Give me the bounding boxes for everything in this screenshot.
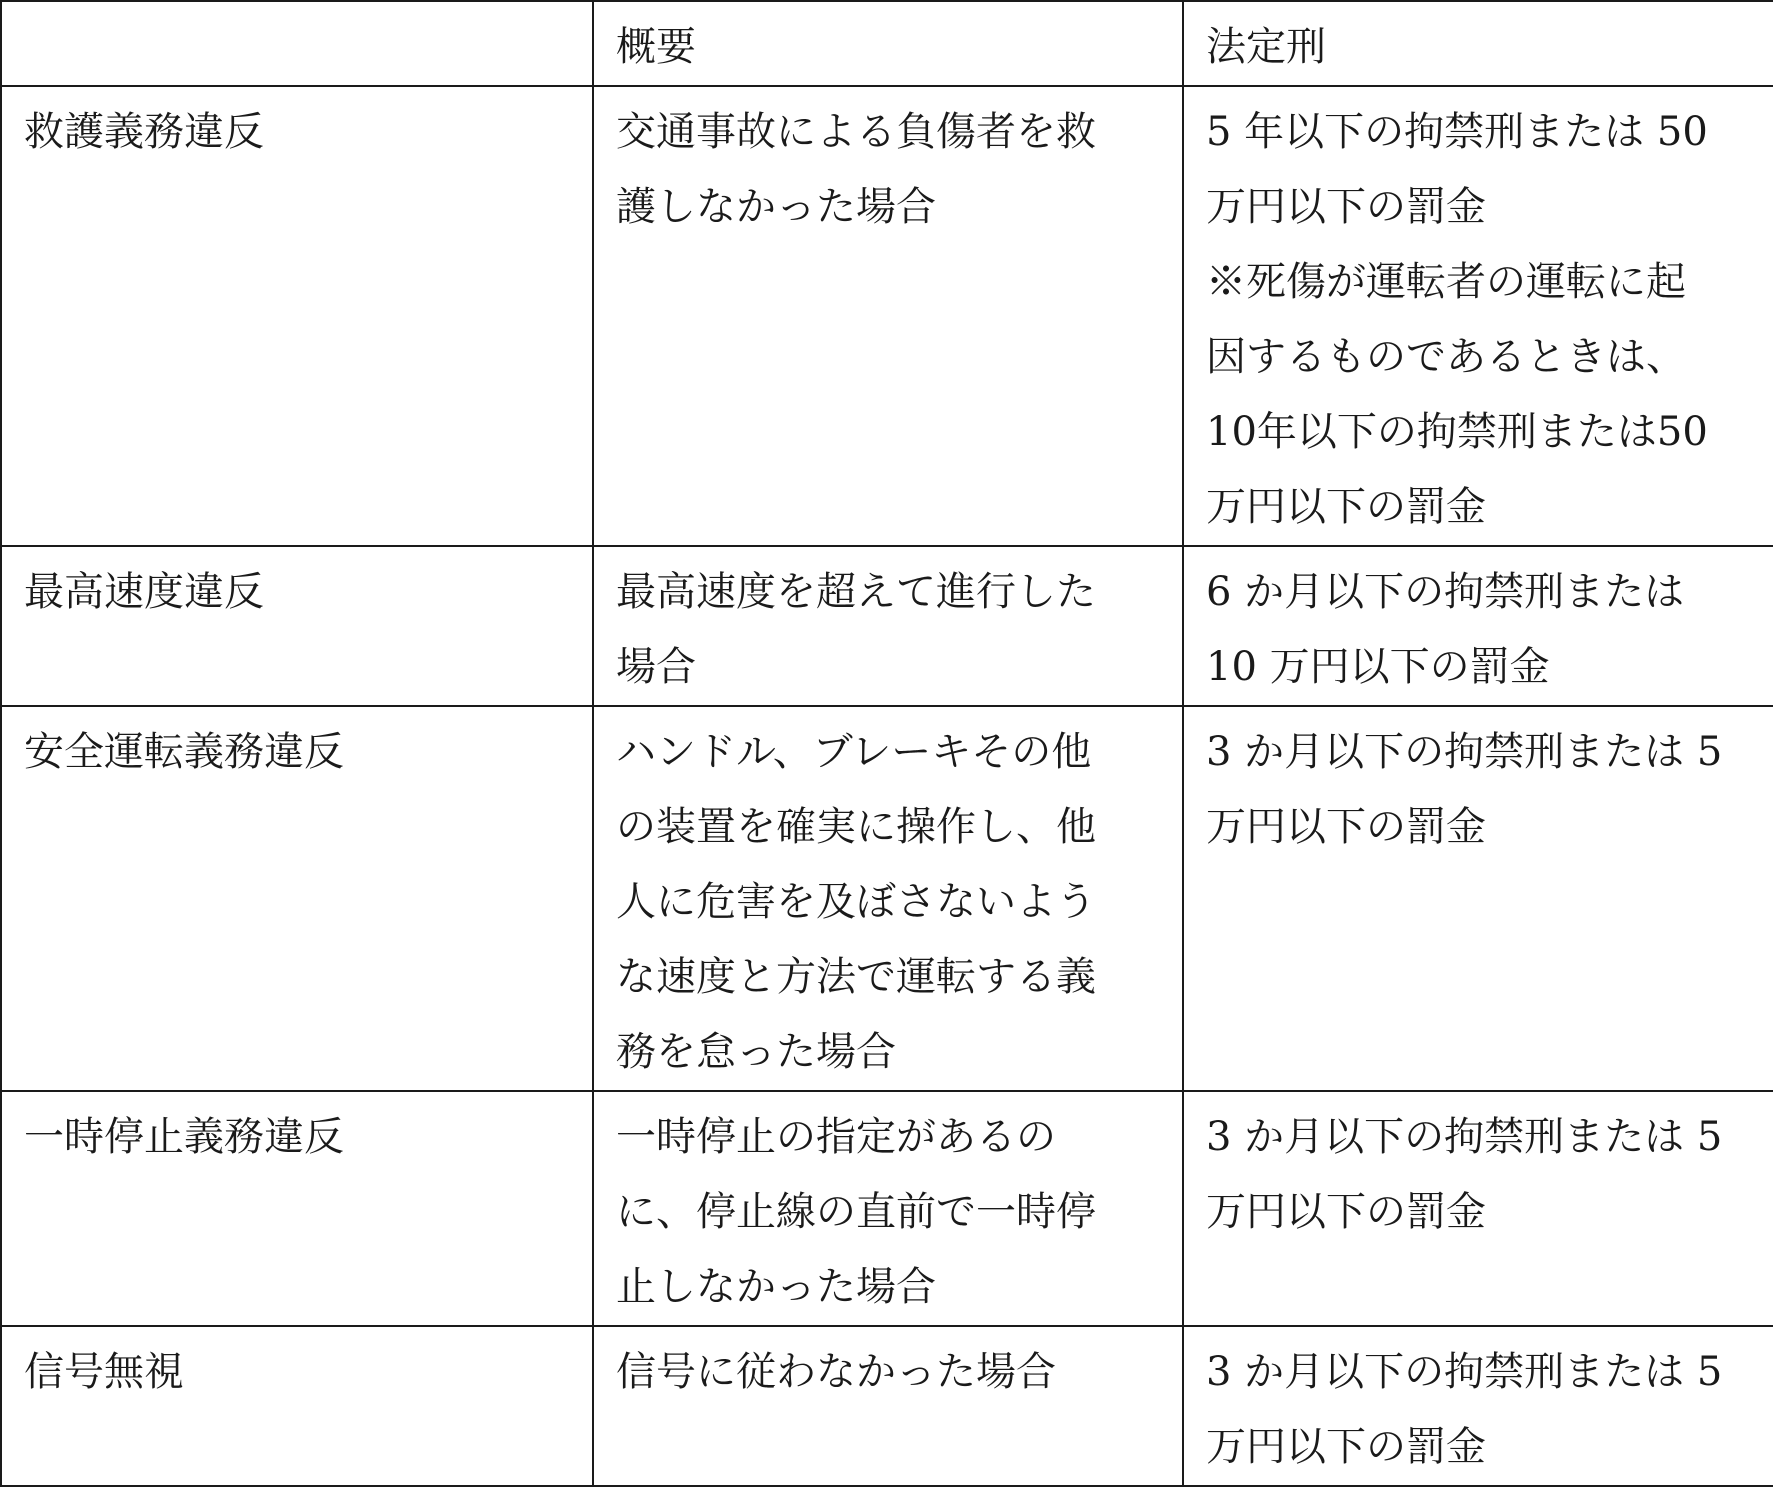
- summary-line: ハンドル、ブレーキその他: [616, 729, 1092, 775]
- penalty-line: 万円以下の罰金: [1206, 1189, 1486, 1235]
- table-header-row: [1, 1, 1773, 86]
- penalty-line: 因するものであるときは、: [1206, 334, 1686, 380]
- penalty-line: 5 年以下の拘禁刑または 50: [1206, 109, 1708, 155]
- summary-line: 交通事故による負傷者を救: [616, 109, 1096, 155]
- header-cell-summary: 概要: [593, 1, 1183, 86]
- penalty-cell: [1183, 86, 1773, 546]
- summary-cell: [593, 86, 1183, 546]
- penalty-line: 万円以下の罰金: [1206, 1424, 1486, 1470]
- summary-cell: [593, 706, 1183, 1091]
- violation-cell: 一時停止義務違反: [1, 1091, 593, 1326]
- penalty-line: 万円以下の罰金: [1206, 484, 1486, 530]
- violation-cell: 安全運転義務違反: [1, 706, 593, 1091]
- penalty-cell: [1183, 1326, 1773, 1486]
- table-row: [1, 1091, 1773, 1326]
- summary-line: 護しなかった場合: [616, 184, 936, 230]
- summary-line: 止しなかった場合: [616, 1264, 936, 1310]
- penalty-cell: [1183, 706, 1773, 1091]
- penalty-cell: [1183, 546, 1773, 706]
- summary-line: に、停止線の直前で一時停: [616, 1189, 1096, 1235]
- summary-line: 一時停止の指定があるの: [616, 1114, 1056, 1160]
- violation-cell: 信号無視: [1, 1326, 593, 1486]
- penalty-line: 10年以下の拘禁刑または50: [1206, 409, 1708, 455]
- summary-line: 務を怠った場合: [616, 1029, 896, 1075]
- summary-cell: [593, 1091, 1183, 1326]
- violation-cell: 最高速度違反: [1, 546, 593, 706]
- summary-line: の装置を確実に操作し、他: [616, 804, 1096, 850]
- summary-line: 人に危害を及ぼさないよう: [616, 879, 1096, 925]
- summary-line: 場合: [616, 644, 696, 690]
- summary-line: な速度と方法で運転する義: [616, 954, 1096, 1000]
- table-row: [1, 86, 1773, 546]
- header-cell-penalty: 法定刑: [1183, 1, 1773, 86]
- table-row: [1, 706, 1773, 1091]
- penalty-line: 10 万円以下の罰金: [1206, 644, 1550, 690]
- penalty-cell: [1183, 1091, 1773, 1326]
- violation-cell: 救護義務違反: [1, 86, 593, 546]
- penalty-line: 万円以下の罰金: [1206, 804, 1486, 850]
- penalty-line: 3 か月以下の拘禁刑または 5: [1206, 729, 1723, 775]
- header-cell-blank: [1, 1, 593, 86]
- table-row: [1, 1326, 1773, 1486]
- table-row: [1, 546, 1773, 706]
- penalty-line: ※死傷が運転者の運転に起: [1206, 259, 1686, 305]
- summary-cell: [593, 1326, 1183, 1486]
- penalty-line: 6 か月以下の拘禁刑または: [1206, 569, 1685, 615]
- summary-line: 信号に従わなかった場合: [616, 1349, 1056, 1395]
- summary-line: 最高速度を超えて進行した: [616, 569, 1096, 615]
- penalty-line: 万円以下の罰金: [1206, 184, 1486, 230]
- penalty-line: 3 か月以下の拘禁刑または 5: [1206, 1114, 1723, 1160]
- summary-cell: [593, 546, 1183, 706]
- penalty-line: 3 か月以下の拘禁刑または 5: [1206, 1349, 1723, 1395]
